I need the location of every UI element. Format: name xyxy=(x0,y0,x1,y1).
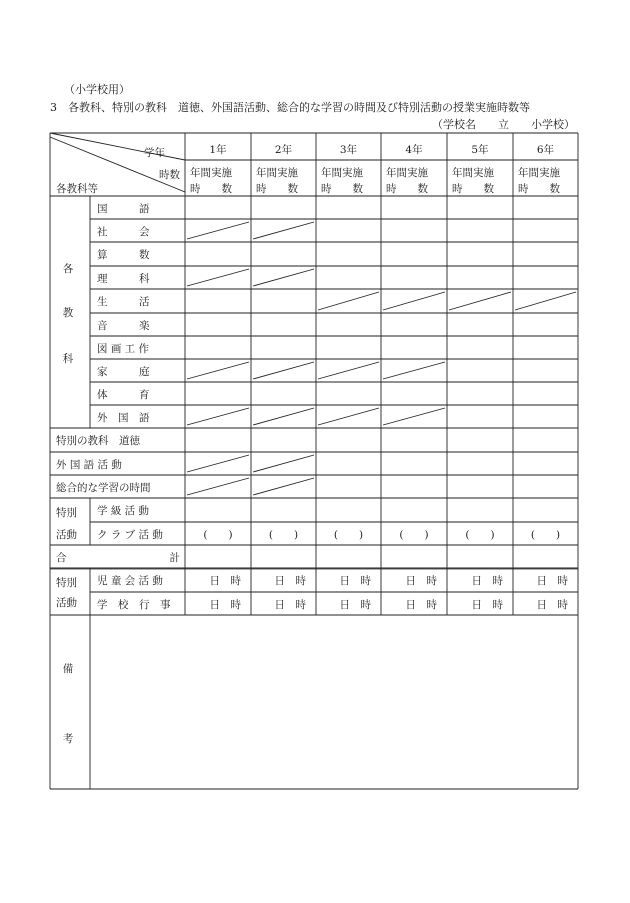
subject-label: 生 活 xyxy=(97,296,150,308)
hours-header-line1: 年間実施 xyxy=(190,167,232,179)
grade-header: 4年 xyxy=(405,144,423,156)
not-applicable-slash xyxy=(383,408,445,425)
hours-header-line1: 年間実施 xyxy=(256,167,298,179)
hours-header-line2: 時 数 xyxy=(190,183,232,195)
day-hour-label: 日 時 xyxy=(339,575,371,587)
not-applicable-slash xyxy=(187,362,249,379)
total-label-left: 合 xyxy=(56,552,67,564)
not-applicable-slash xyxy=(253,455,314,472)
subject-label: 音 楽 xyxy=(97,320,150,332)
not-applicable-slash xyxy=(318,292,379,310)
integrated-study-label: 総合的な学習の時間 xyxy=(56,482,151,494)
hours-header-line1: 年間実施 xyxy=(386,167,428,179)
not-applicable-slash xyxy=(253,478,314,495)
hours-header-line2: 時 数 xyxy=(321,183,363,195)
not-applicable-slash xyxy=(187,222,249,239)
document-type-label: （小学校用） xyxy=(64,83,130,96)
hours-header-line1: 年間実施 xyxy=(518,167,560,179)
special-activities-char: 特別 xyxy=(56,507,77,519)
not-applicable-slash xyxy=(318,362,379,379)
grade-header: 6年 xyxy=(536,144,555,156)
corner-label-grade: 学年 xyxy=(144,147,165,159)
subject-label: 理 科 xyxy=(97,273,150,285)
day-hour-label: 日 時 xyxy=(274,599,306,611)
subject-group-char: 科 xyxy=(62,353,74,365)
subject-label: 外 国 語 xyxy=(97,412,150,424)
day-hour-label: 日 時 xyxy=(274,575,306,587)
hours-header-line1: 年間実施 xyxy=(452,167,494,179)
not-applicable-slash xyxy=(253,222,314,239)
not-applicable-slash xyxy=(187,455,249,472)
not-applicable-slash xyxy=(383,292,445,310)
club-paren: ( ) xyxy=(399,529,429,541)
subject-group-char: 各 xyxy=(62,263,74,275)
hours-header-line2: 時 数 xyxy=(518,183,560,195)
subject-label: 家 庭 xyxy=(97,366,150,378)
grade-header: 5年 xyxy=(471,144,489,156)
not-applicable-slash xyxy=(383,362,445,379)
hours-header-line2: 時 数 xyxy=(386,183,428,195)
remarks-char: 考 xyxy=(62,733,74,745)
not-applicable-slash xyxy=(187,478,249,495)
club-paren: ( ) xyxy=(268,529,299,541)
club-paren: ( ) xyxy=(465,529,495,541)
hours-header-line2: 時 数 xyxy=(452,183,494,195)
subject-label: 社 会 xyxy=(97,226,150,238)
school-events-label: 学 校 行 事 xyxy=(97,599,171,611)
day-hour-label: 日 時 xyxy=(209,575,241,587)
grade-header: 1年 xyxy=(209,144,227,156)
class-activities-label: 学 級 活 動 xyxy=(97,505,150,517)
subject-label: 図 画 工 作 xyxy=(97,343,150,355)
club-paren: ( ) xyxy=(203,529,233,541)
subject-label: 国 語 xyxy=(97,203,150,215)
corner-label-subjects: 各教科等 xyxy=(56,183,98,195)
club-activities-label: ク ラ ブ 活 動 xyxy=(97,529,163,541)
subject-label: 算 数 xyxy=(97,249,150,261)
corner-label-hours: 時数 xyxy=(159,169,180,181)
not-applicable-slash xyxy=(187,408,249,425)
hours-header-line2: 時 数 xyxy=(256,183,298,195)
children-council-label: 児 童 会 活 動 xyxy=(97,575,163,587)
day-hour-label: 日 時 xyxy=(536,599,568,611)
section-heading: 3 各教科、特別の教科 道徳、外国語活動、総合的な学習の時間及び特別活動の授業実施時数等 xyxy=(50,101,530,114)
not-applicable-slash xyxy=(449,292,511,310)
hours-header-line1: 年間実施 xyxy=(321,167,363,179)
not-applicable-slash xyxy=(515,292,576,310)
not-applicable-slash xyxy=(253,408,314,425)
day-hour-label: 日 時 xyxy=(339,599,371,611)
special-activities-char: 活動 xyxy=(56,529,77,541)
subject-group-char: 教 xyxy=(62,307,74,319)
day-hour-label: 日 時 xyxy=(405,599,437,611)
grade-header: 3年 xyxy=(339,144,358,156)
day-hour-label: 日 時 xyxy=(536,575,568,587)
moral-label: 特別の教科 道徳 xyxy=(56,435,140,447)
grade-header: 2年 xyxy=(274,144,293,156)
not-applicable-slash xyxy=(318,408,379,425)
not-applicable-slash xyxy=(253,362,314,379)
school-name-line: （学校名 立 小学校） xyxy=(432,118,575,131)
remarks-char: 備 xyxy=(62,663,74,675)
day-hour-label: 日 時 xyxy=(471,599,503,611)
foreign-activity-label: 外 国 語 活 動 xyxy=(56,459,122,471)
day-hour-label: 日 時 xyxy=(471,575,503,587)
special2-char: 活動 xyxy=(56,597,77,609)
club-paren: ( ) xyxy=(530,529,561,541)
day-hour-label: 日 時 xyxy=(405,575,437,587)
subject-label: 体 育 xyxy=(97,389,150,401)
club-paren: ( ) xyxy=(333,529,364,541)
total-label-right: 計 xyxy=(169,552,180,564)
not-applicable-slash xyxy=(253,269,314,286)
day-hour-label: 日 時 xyxy=(209,599,241,611)
special2-char: 特別 xyxy=(56,577,77,589)
not-applicable-slash xyxy=(187,269,249,286)
